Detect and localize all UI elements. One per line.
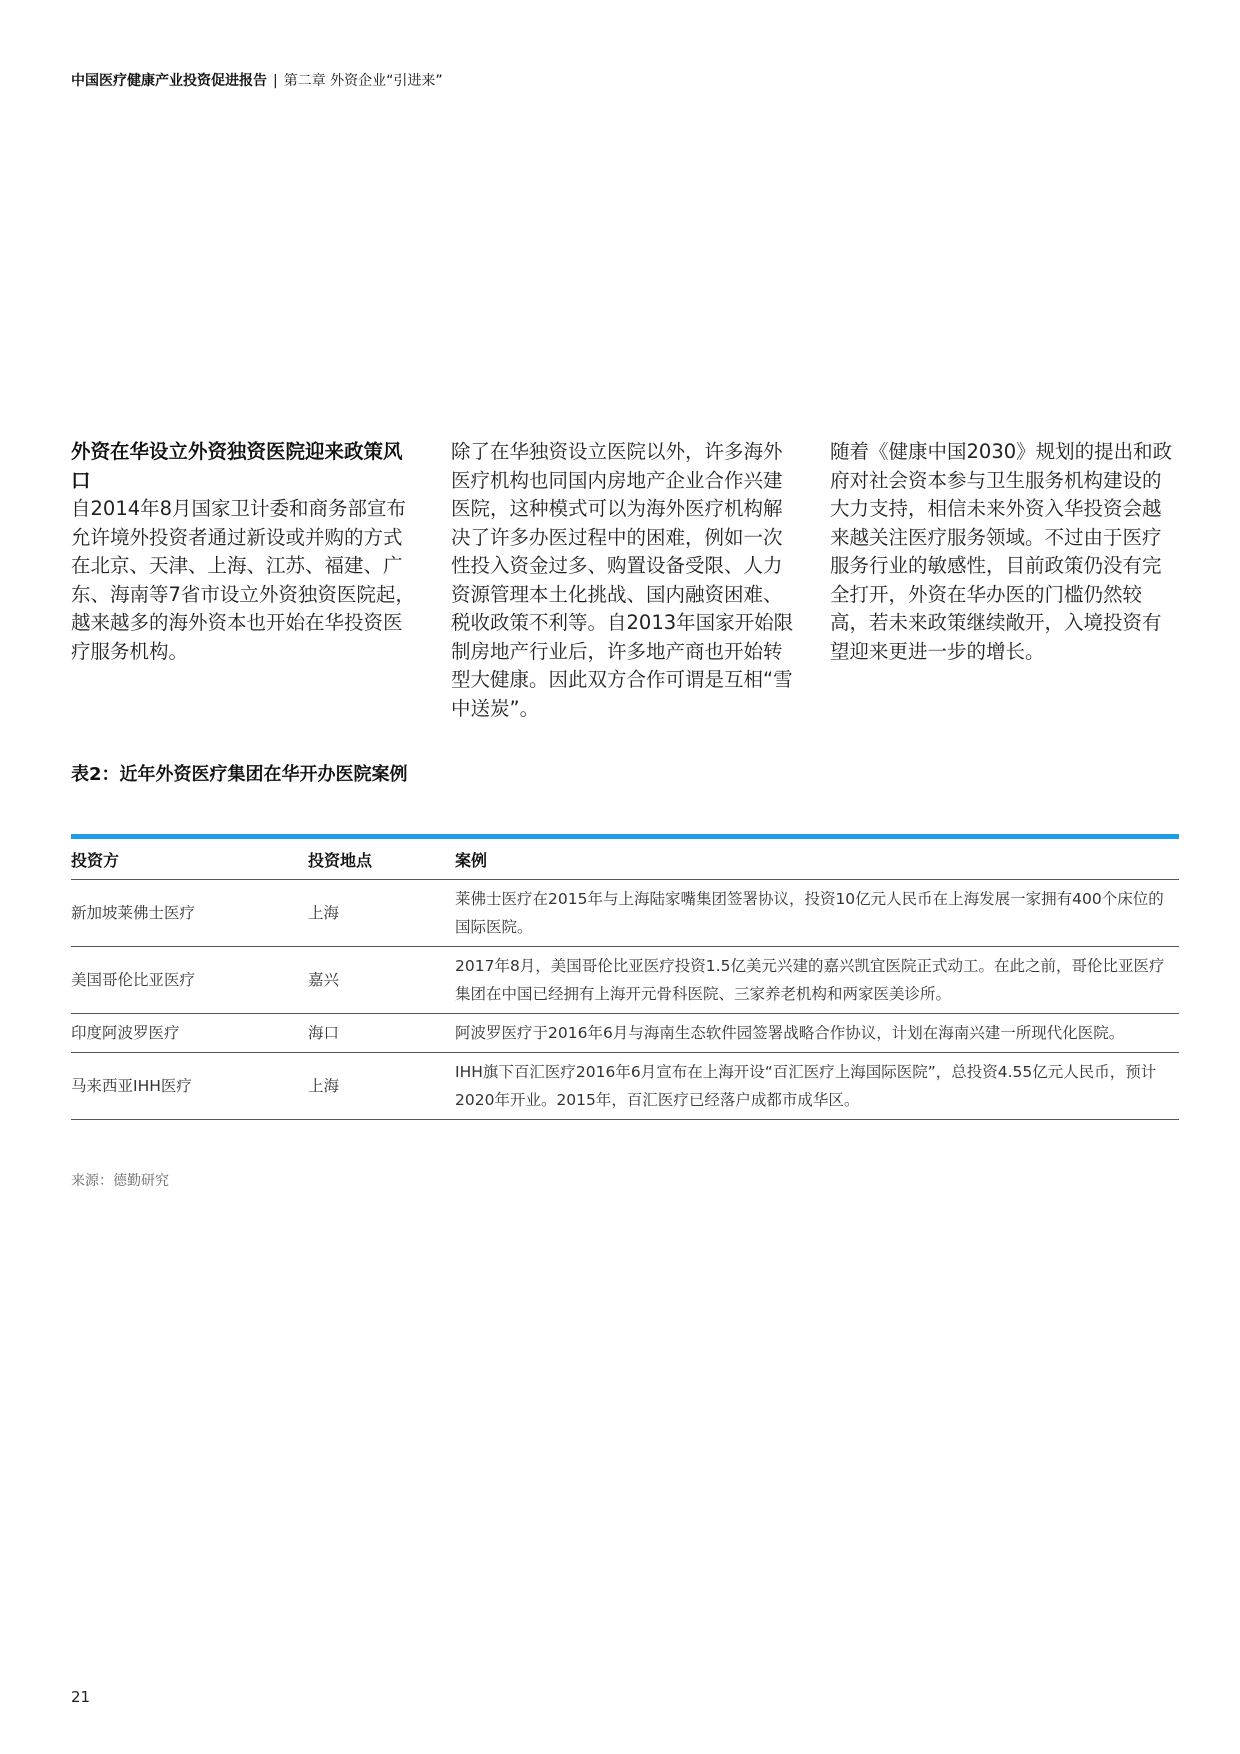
table-row (71, 947, 1179, 1014)
table-row (71, 1053, 1179, 1120)
text-column-3 (830, 438, 1180, 666)
cell-investor: 印度阿波罗医疗 (71, 1014, 308, 1053)
cell-location: 上海 (308, 880, 455, 947)
cell-case: 2017年8月，美国哥伦比亚医疗投资1.5亿美元兴建的嘉兴凯宜医院正式动工。在此之前，哥伦比亚医疗集团在中国已经拥有上海开元骨科医院、三家养老机构和两家医美诊所。 (455, 947, 1179, 1014)
cell-case: IHH旗下百汇医疗2016年6月宣布在上海开设“百汇医疗上海国际医院”，总投资4.55亿元人民币，预计2020年开业。2015年，百汇医疗已经落户成都市成华区。 (455, 1053, 1179, 1120)
cases-table (71, 839, 1179, 1120)
source-note: 来源：德勤研究 (71, 1173, 169, 1189)
column-1-body: 自2014年8月国家卫计委和商务部宣布允许境外投资者通过新设或并购的方式在北京、天津、上海、江苏、福建、广东、海南等7省市设立外资独资医院起，越来越多的海外资本也开始在华投资医疗服务机构。 (71, 497, 415, 663)
header-case: 案例 (455, 839, 1179, 880)
table-header-row (71, 839, 1179, 880)
report-title: 中国医疗健康产业投资促进报告 (71, 73, 267, 89)
text-column-1 (71, 438, 421, 666)
header-separator: | (273, 73, 278, 89)
cell-location: 海口 (308, 1014, 455, 1053)
chapter-title: 第二章 外资企业“引进来” (283, 73, 443, 89)
section-heading: 外资在华设立外资独资医院迎来政策风口 (71, 440, 403, 492)
column-2-body: 除了在华独资设立医院以外，许多海外医疗机构也同国内房地产企业合作兴建医院，这种模式可以为海外医疗机构解决了许多办医过程中的困难，例如一次性投入资金过多、购置设备受限、人力资源管理本土化挑战、国内融资困难、税收政策不利等。自2013年国家开始限制房地产行业后，许多地产商也开始转型大健康。因此双方合作可谓是互相“雪中送炭”。 (451, 440, 794, 720)
cell-investor: 马来西亚IHH医疗 (71, 1053, 308, 1120)
running-header (71, 70, 443, 90)
column-3-body: 随着《健康中国2030》规划的提出和政府对社会资本参与卫生服务机构建设的大力支持，相信未来外资入华投资会越来越关注医疗服务领域。不过由于医疗服务行业的敏感性，目前政策仍没有完全打开，外资在华办医的门槛仍然较高，若未来政策继续敞开，入境投资有望迎来更进一步的增长。 (830, 440, 1173, 663)
table-row (71, 1014, 1179, 1053)
table-title: 表2：近年外资医疗集团在华开办医院案例 (71, 764, 408, 785)
cell-case: 莱佛士医疗在2015年与上海陆家嘴集团签署协议，投资10亿元人民币在上海发展一家拥有400个床位的国际医院。 (455, 880, 1179, 947)
cell-investor: 美国哥伦比亚医疗 (71, 947, 308, 1014)
text-column-2 (451, 438, 801, 723)
page-number: 21 (71, 1688, 91, 1706)
cell-investor: 新加坡莱佛士医疗 (71, 880, 308, 947)
cell-case: 阿波罗医疗于2016年6月与海南生态软件园签署战略合作协议，计划在海南兴建一所现代化医院。 (455, 1014, 1179, 1053)
header-investor: 投资方 (71, 839, 308, 880)
header-location: 投资地点 (308, 839, 455, 880)
table-row (71, 880, 1179, 947)
cell-location: 上海 (308, 1053, 455, 1120)
cell-location: 嘉兴 (308, 947, 455, 1014)
